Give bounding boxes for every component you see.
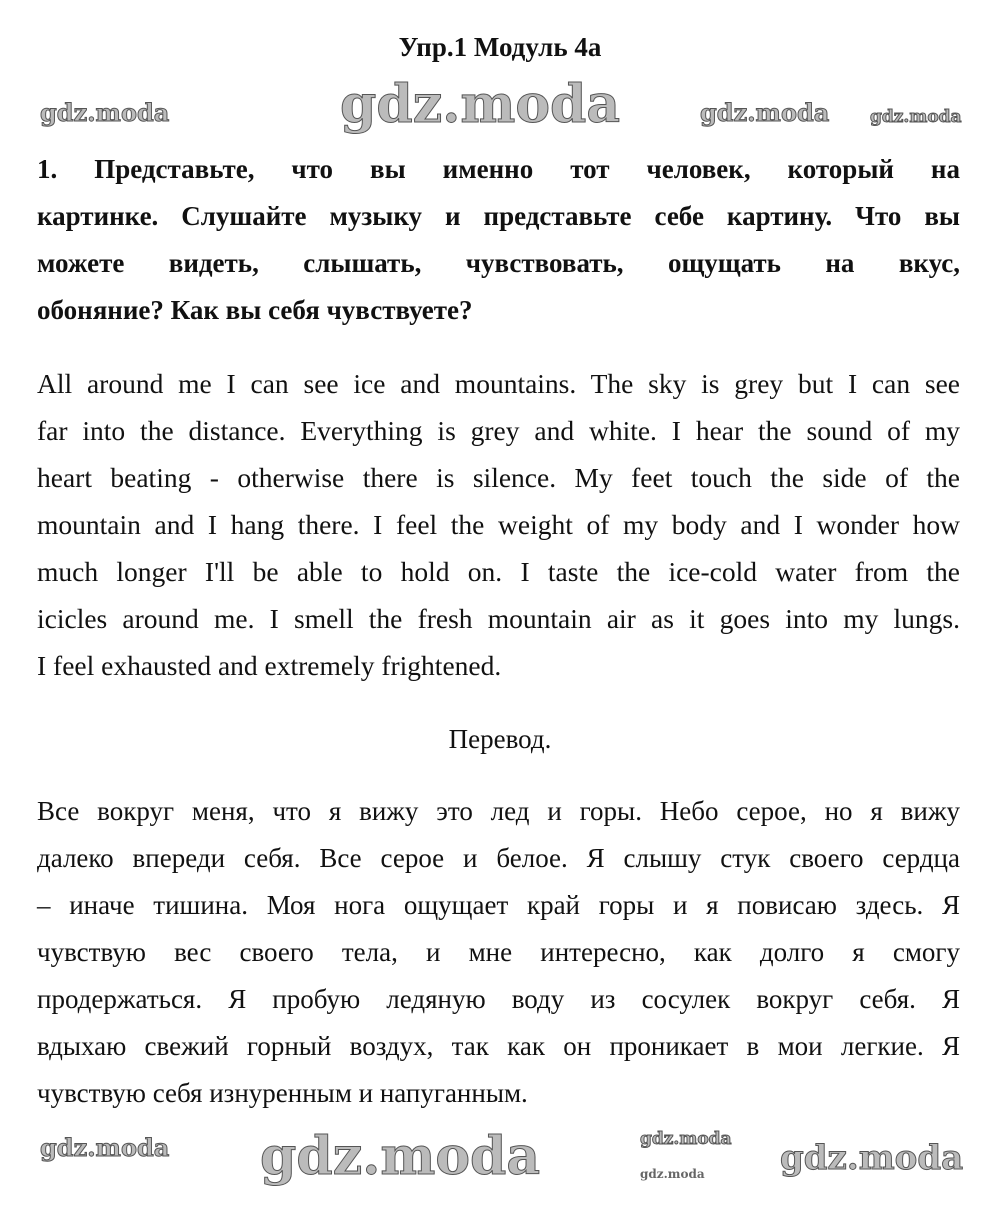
russian-line: Все вокруг меня, что я вижу это лед и горы. Небо серое, но я вижу (37, 796, 960, 826)
russian-line: вдыхаю свежий горный воздух, так как он проникает в мои легкие. Я (37, 1031, 960, 1061)
russian-line: продержаться. Я пробую ледяную воду из сосулек вокруг себя. Я (37, 984, 960, 1014)
watermark: gdz.moda (640, 1167, 705, 1181)
watermark: gdz.moda (870, 107, 962, 127)
task-line: картинке. Слушайте музыку и представьте себе картину. Что вы (37, 201, 960, 231)
english-line: All around me I can see ice and mountains. The sky is grey but I can see (37, 368, 960, 399)
watermark: gdz.moda (700, 98, 830, 127)
watermark: gdz.moda (260, 1126, 541, 1187)
watermark: gdz.moda (40, 98, 170, 127)
english-line: much longer I'll be able to hold on. I taste the ice-cold water from the (37, 556, 960, 587)
watermark: gdz.moda (640, 1129, 732, 1149)
english-line: mountain and I hang there. I feel the weight of my body and I wonder how (37, 509, 960, 540)
english-answer (37, 360, 960, 689)
english-line: heart beating - otherwise there is silence. My feet touch the side of the (37, 462, 960, 493)
task-text (37, 146, 960, 334)
watermark: gdz.moda (340, 74, 621, 135)
russian-translation (37, 788, 960, 1117)
english-line: far into the distance. Everything is grey and white. I hear the sound of my (37, 415, 960, 446)
translation-label: Перевод. (448, 724, 552, 754)
russian-line: чувствую вес своего тела, и мне интересно, как долго я смогу (37, 937, 960, 967)
watermark: gdz.moda (780, 1138, 964, 1178)
page-title: Упр.1 Модуль 4а (398, 32, 602, 62)
english-line: I feel exhausted and extremely frightened. (37, 650, 502, 681)
english-line: icicles around me. I smell the fresh mountain air as it goes into my lungs. (37, 603, 960, 634)
russian-line: – иначе тишина. Моя нога ощущает край горы и я повисаю здесь. Я (37, 890, 960, 920)
russian-line: чувствую себя изнуренным и напуганным. (37, 1078, 528, 1108)
russian-line: далеко впереди себя. Все серое и белое. Я слышу стук своего сердца (37, 843, 960, 873)
task-line: 1. Представьте, что вы именно тот человек, который на (37, 154, 960, 184)
watermark: gdz.moda (40, 1133, 170, 1162)
task-line: можете видеть, слышать, чувствовать, ощущать на вкус, (37, 248, 960, 278)
task-line: обоняние? Как вы себя чувствуете? (37, 295, 473, 325)
